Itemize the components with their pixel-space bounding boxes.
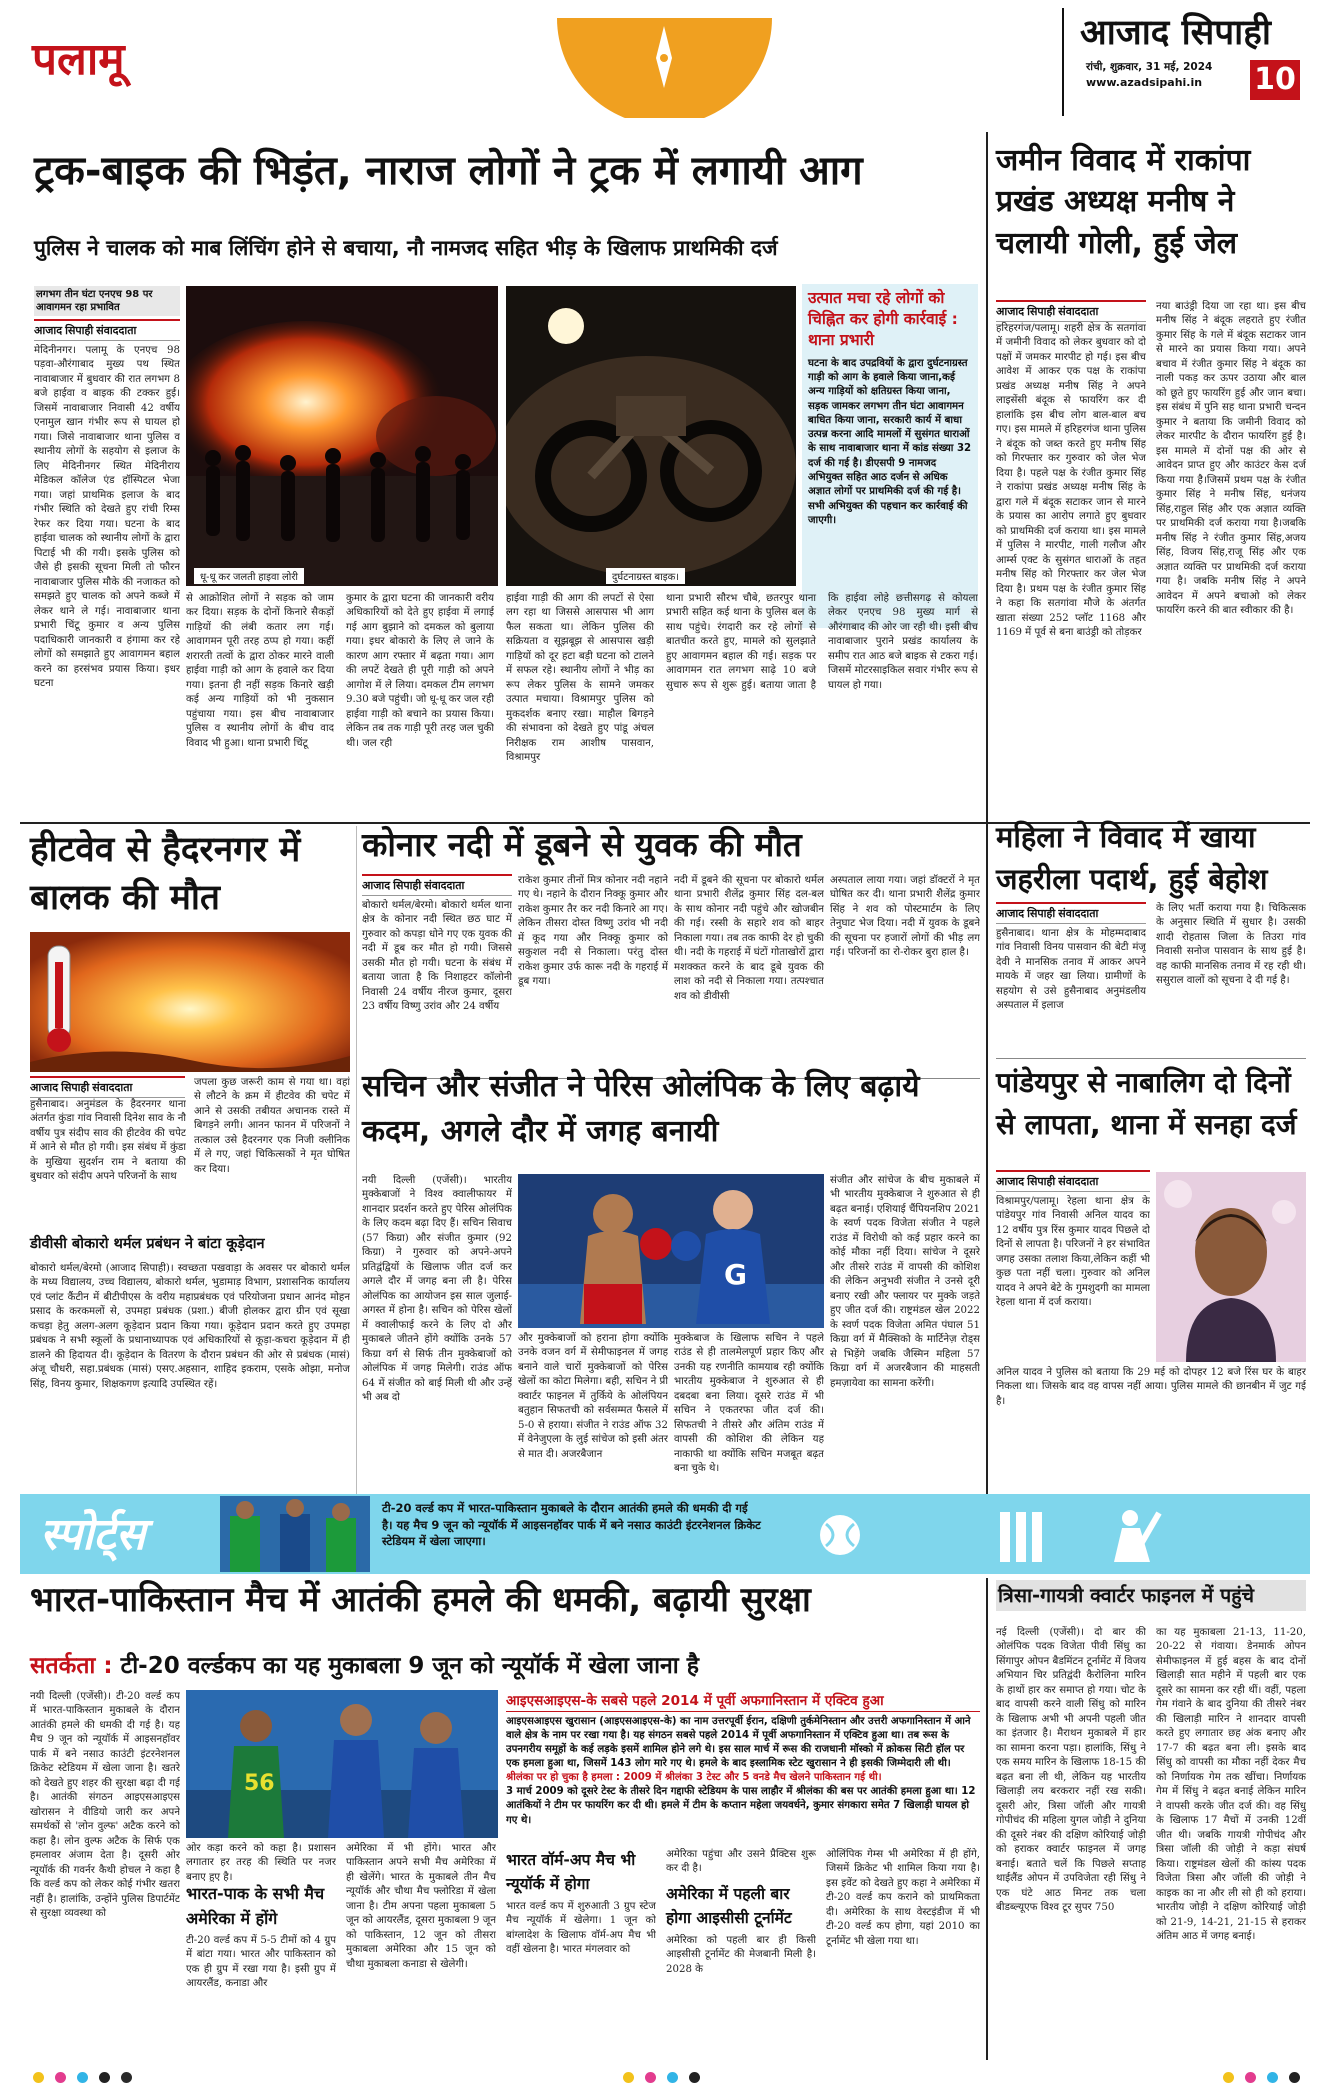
- isis-box-text-2: 3 मार्च 2009 को दूसरे टेस्ट के तीसरे दिन गद्दाफी स्टेडियम के पास लाहौर में श्रीलंका की बस पर आतंकी हमला हुआ था। 12 आतंकियों ने टीम पर फायरिंग कर दी थी। हमले में टीम के कप्तान महेला जयवर्धने, कुमार संगकारा समेत 7 खिलाड़ी घायल हो गए थे।: [506, 1786, 976, 1826]
- dvc-headline: डीवीसी बोकारो थर्मल प्रबंधन ने बांटा कूड़ेदान: [30, 1236, 265, 1252]
- treesa-text-2: का यह मुकाबला 21-13, 11-20, 20-22 से गंवाया। डेनमार्क ओपन सेमीफाइनल में हुई बहस के बाद दोनों खिलाड़ी सात महीने में पहली बार एक दूसरे का सामना कर रही थीं। वहीं, पहला गेम गंवाने के बाद दुनिया की तीसरे नंबर की खिलाड़ी मारिन ने शानदार वापसी करते हुए लगातार छह अंक बनाए और 17-7 की बढ़त बना ली। इसके बाद सिंधु को वापसी का मौका नहीं देकर मैच को निर्णायक गेम तक खींचा। निर्णायक गेम में सिंधु ने बढ़त बनाई लेकिन मारिन ने वापसी करके जीत दर्ज की। वह सिंधु के खिलाफ 17 मैचों में उनकी 12वीं जीत थी। जबकि गायत्री गोपीचंद और त्रिसा जॉली की जोड़ी ने कड़ा संघर्ष किया। राष्ट्रमंडल खेलों की कांस्य पदक विजेता त्रिसा और जॉली की जोड़ी ने काइक का ना और ली सो ही को हराया। भारतीय जोड़ी ने दक्षिण कोरियाई जोड़ी को 21-9, 14-21, 21-15 से हराकर अंतिम आठ में जगह बनाई।: [1156, 1627, 1306, 1943]
- poison-headline: महिला ने विवाद में खाया जहरीला पदार्थ, हुई बेहोश: [996, 820, 1268, 897]
- olympic-text-2: और मुक्केबाजों को हराना होगा क्योंकि उनके वजन वर्ग में सेमीफाइनल में जगह बनाने वाले चारों मुक्केबाजों को पेरिस खेलों का कोटा मिलेगा। बही, सचिन ने प्री क्वार्टर फाइनल में तुर्किये के ओलंपियन बतुहान सिफतची को सर्वसम्मत फैसले में 5-0 से हराया। संजीत ने राउंड ऑफ 32 में वेनेजुएला के लुई सांचेज को इसी अंतर से मात दी। अजरबैजान: [518, 1333, 668, 1460]
- terror-kicker: [30, 1648, 980, 1680]
- heatwave-byline: आजाद सिपाही संवाददाता: [30, 1076, 185, 1098]
- poison-text-1: हुसैनाबाद। थाना क्षेत्र के मोहम्मदाबाद गांव निवासी विनय पासवान की बेटी मंजू देवी ने मानसिक तनाव में आकर अपने मायके में जहर खा लिया। ग्रामीणों के सहयोग से उसे हुसैनाबाद अनुमंडलीय अस्पताल में इलाज: [996, 928, 1146, 1012]
- footer-dot: [1267, 2072, 1278, 2083]
- lead-byline: आजाद सिपाही संवाददाता: [34, 319, 180, 341]
- heatwave-headline: हीटवेव से हैदरनगर में बालक की मौत: [30, 830, 301, 919]
- terror-sub1-title: भारत-पाक के सभी मैच अमेरिका में होंगे: [186, 1884, 325, 1928]
- poison-text-2: के लिए भर्ती कराया गया है। चिकित्सक के अनुसार स्थिति में सुधार है। उसकी शादी रोहतास जिला के तिउरा गांव निवासी सनोज पासवान के साथ हुई है। वह काफी मानसिक तनाव में रह रही थी। ससुराल वालों को सूचना दे दी गई है।: [1156, 903, 1306, 987]
- terror-sub2-title: भारत वॉर्म-अप मैच भी न्यूयॉर्क में होगा: [506, 1851, 636, 1894]
- footer-color-strip-mid: [620, 2068, 703, 2087]
- lead-text-5: थाना प्रभारी सौरभ चौबे, छतरपुर थाना प्रभारी सहित कई थाना के पुलिस बल के साथ पहुंचे। रंगदारी कर रहे लोगों से बातचीत करते हुए, मामले को सुलझाते हुए आवागमन बहाल की गई। सड़क पर आवागमन रात लगभग साढ़े 10 बजे सुचारु रूप से शुरू हुई। बताया जाता है कि हाईवा लोहे छत्तीसगढ़ से कोयला लेकर एनएच 98 मुख्य मार्ग से औरंगाबाद की ओर जा रही थी। इसी बीच नावाबाजार पुराने प्रखंड कार्यालय के समीप रात आठ बजे बाइक से टकरा गई। जिसमें मोटरसाइकिल सवार गंभीर रूप से घायल हो गया।: [666, 593, 978, 691]
- footer-dot: [99, 2072, 110, 2083]
- pandeypur-byline: आजाद सिपाही संवाददाता: [996, 1170, 1150, 1192]
- konar-story: [362, 874, 512, 1074]
- treesa-headline: त्रिसा-गायत्री क्वार्टर फाइनल में पहुंचे: [996, 1580, 1306, 1611]
- svg-text:56: 56: [244, 1771, 275, 1796]
- photo2-caption: दुर्घटनाग्रस्त बाइक।: [606, 568, 685, 584]
- lead-kicker: लगभग तीन घंटा एनएच 98 पर आवागमन रहा प्रभावित: [34, 286, 180, 316]
- footer-dot: [121, 2072, 132, 2083]
- isis-box-text: आइएसआइएस खुरासान (आइएसआइएस-के) का नाम उत्तरपूर्वी ईरान, दक्षिणी तुर्कमेनिस्तान और उत्तरी अफगानिस्तान में आने वाले क्षेत्र के नाम पर रखा गया है। यह संगठन सबसे पहले 2014 में पूर्वी अफगानिस्तान में एक्टिव हुआ था। तब रूस के उपनगरीय समूहों के कई लड़के इसमें शामिल होने लगे थे। इस साल मार्च में रूस की राजधानी मॉस्को में क्रोकस सिटी हॉल पर एक हमला हुआ था, जिसमें 143 लोग मारे गए थे। हमले के बाद इस्लामिक स्टेट खुरासान ने ही इसकी जिम्मेदारी ली थी।: [506, 1716, 971, 1770]
- footer-dot: [689, 2072, 700, 2083]
- masthead: [1062, 8, 1322, 116]
- sun-logo-icon: [557, 18, 772, 118]
- svg-text:G: G: [724, 1258, 747, 1291]
- pandeypur-headline: पांडेयपुर से नाबालिग दो दिनों से लापता, थाना में सनहा दर्ज: [996, 1066, 1297, 1141]
- konar-text-3: नदी में डूबने की सूचना पर बोकारो थर्मल थाना प्रभारी शैलेंद्र कुमार सिंह दल-बल के साथ कोनार नदी पहुंचे और खोजबीन की गई। रस्सी के सहारे शव को बाहर निकाला गया। तब तक काफी देर हो चुकी थी। नदी के गहराई में घंटों गोताखोरों द्वारा मशक्कत करने के बाद डूबे युवक की लाश को नदी से निकाला गया। तत्पश्चात शव को डीवीसी: [674, 875, 824, 1002]
- lead-text-4: हाईवा गाड़ी की आग की लपटों से ऐसा लग रहा था जिससे आसपास भी आग फैल सकता था। लेकिन पुलिस की सक्रियता व सूझबूझ से आसपास खड़ी गाड़ियों को दूर हटा बड़ी घटना को टालने में सफल रहे। स्थानीय लोगों ने भीड़ का रूप लेकर पुलिस के सामने जमकर उत्पात मचाया। विश्रामपुर पुलिस को मुकदर्शक बनाए रखा। माहौल बिगड़ने की संभावना को देखते हुए पांडू अंचल निरीक्षक राम आशीष पासवान, विश्रामपुर: [506, 593, 654, 764]
- section-label: पलामू: [32, 34, 125, 85]
- pandeypur-story: [996, 1170, 1150, 1360]
- sports-banner: [20, 1494, 1310, 1574]
- terror-sub3-title: अमेरिका में पहली बार होगा आइसीसी टूर्नामेंट: [666, 1885, 792, 1928]
- burning-truck-photo: [186, 286, 498, 586]
- terror-sub3-text: अमेरिका को पहली बार ही किसी आइसीसी टूर्नामेंट की मेजबानी मिली है। 2028 के: [666, 1935, 816, 1975]
- footer-dot: [1223, 2072, 1234, 2083]
- boxing-photo: [518, 1174, 824, 1328]
- lead-side-box: [802, 284, 978, 628]
- konar-byline: आजाद सिपाही संवाददाता: [362, 874, 512, 896]
- konar-text-1: बोकारो थर्मल/बेरमो। बोकारो थर्मल थाना क्षेत्र के कोनार नदी स्थित छठ घाट में गुरुवार को कपड़ा धोने गए एक युवक की नदी में डूब कर मौत हो गयी। जिससे उसकी मौत हो गयी। घटना के संबंध में बताया जाता है कि निशाहटर कॉलोनी निवासी 24 वर्षीय नीरज कुमार, दूसरा 23 वर्षीय विष्णु उरांव और 24 वर्षीय: [362, 900, 512, 1013]
- lead-text-2: से आक्रोशित लोगों ने सड़क को जाम कर दिया। सड़क के दोनों किनारे सैकड़ों गाड़ियों की लंबी कतार लग गई। आवागमन पूरी तरह ठप्प हो गया। कहीं शरारती तत्वों के द्वारा ठोकर मारने वाली हाईवा गाड़ी को आग के हवाले कर दिया गया। इतना ही नहीं सड़क किनारे खड़ी कई अन्य गाड़ियों को भी नुकसान पहुंचाया गया। इस बीच नावाबाजार पुलिस व स्थानीय लोगों के बीच वाद विवाद भी हुआ। थाना प्रभारी चिंटू: [186, 593, 334, 749]
- terror-sub2-text: भारत वर्ल्ड कप में शुरुआती 3 ग्रुप स्टेज मैच न्यूयॉर्क में खेलेगा। 1 जून को बांग्लादेश के खिलाफ वॉर्म-अप मैच भी वहीं खेलना है। भारत मंगलवार को: [506, 1901, 656, 1956]
- footer-color-strip-left: [30, 2068, 135, 2087]
- heatwave-text-2: जपला कुछ जरूरी काम से गया था। वहां से लौटने के क्रम में हीटवेव की चपेट में आने से उसकी तबीयत अचानक रास्ते में बिगड़ने लगी। आनन फानन में परिजनों ने तत्काल उसे हैदरनगर एक निजी क्लीनिक में ले गए, जहां चिकित्सकों ने मृत घोषित कर दिया।: [194, 1077, 350, 1175]
- cricket-ball-icon: [800, 1502, 1260, 1568]
- dvc-text: बोकारो थर्मल/बेरमो (आजाद सिपाही)। स्वच्छता पखवाड़ा के अवसर पर बोकारो थर्मल के मध्य विद्यालय, उच्च विद्यालय, बोकारो थर्मल, भुडामाड़ विभाग, प्रशासनिक कार्यालय एवं प्लांट कैंटीन में बीटीपीएस के वरीय महाप्रबंधक एवं परियोजना प्रधान आनंद मोहन प्रसाद के करकमलों से, उपमहा प्रबंधक (प्रशा.) बीजी होलकर द्वारा ग्रीन एवं सूखा कचड़ा हेतु अलग-अलग कूड़ेदान प्रदान किया गया। कूड़ेदान प्रदान करते हुए उपमहा प्रबंधक ने सभी स्कूलों के प्रधानाध्यापक एवं अधिकारियों से कूड़ा-कचरा कूड़ेदान में ही डालने की हिदायत दी। कूड़ेदान के वितरण के दौरान प्रबंधन की ओर से प्रबंधक (मासं) अंजू चौधरी, सहा.प्रबंधक (मासं) एसए.अहसान, शाहिद इकराम, एसके ओझा, मनोज सिंह, विनय कुमार, शिक्षकगण इत्यादि उपस्थित रहें।: [30, 1263, 350, 1390]
- bottom-right-rule: [986, 1578, 988, 2060]
- footer-dot: [55, 2072, 66, 2083]
- side-box-text: घटना के बाद उपद्रवियों के द्वारा दुर्घटनाग्रस्त गाड़ी को आग के हवाले किया जाना,कई अन्य गाड़ियों को क्षतिग्रस्त किया जाना, सड़क जामकर लगभग तीन घंटा आवागमन बाधित किया जाना, सरकारी कार्य में बाधा उत्पन्न करना आदि मामलों में सुसंगत धाराओं के साथ नावाबाजार थाना में कांड संख्या 32 दर्ज की गई है। डीएसपी 9 नामजद अभियुक्त सहित आठ दर्जन से अधिक अज्ञात लोगों पर प्राथमिकी दर्ज की गई है। सभी अभियुक्त की पहचान कर कार्रवाई की जाएगी।: [808, 357, 972, 526]
- pandeypur-text-1: विश्रामपुर/पलामू। रेहला थाना क्षेत्र के पांडेयपुर गांव निवासी अनिल यादव का 12 वर्षीय पुत्र रिंस कुमार यादव पिछले दो दिनों से लापता है। परिजनों ने हर संभावित जगह उसका तलाश किया,लेकिन कहीं भी कुछ पता नहीं चला। गुरुवार को अनिल यादव ने अपने बेटे के गुमशुदगी का मामला रेहला थाना में दर्ज कराया।: [996, 1196, 1150, 1309]
- poison-byline: आजाद सिपाही संवाददाता: [996, 902, 1146, 924]
- isis-box: [506, 1690, 980, 1840]
- right-top-headline: जमीन विवाद में राकांपा प्रखंड अध्यक्ष मनीष ने चलायी गोली, हुई जेल: [996, 143, 1251, 261]
- sports-banner-label: स्पोर्ट्स: [40, 1509, 146, 1560]
- olympic-headline: सचिन और संजीत ने पेरिस ओलंपिक के लिए बढ़ाये कदम, अगले दौर में जगह बनायी: [362, 1069, 920, 1149]
- konar-text-4: अस्पताल लाया गया। जहां डॉक्टरों ने मृत घोषित कर दी। थाना प्रभारी शैलेंद्र कुमार सिंह ने शव को पोस्टमार्टम के लिए तेनुघाट भेज दिया। नदी में युवक के डूबने की सूचना पर हजारों लोगों की भीड़ लग गई। परिजनों का रो-रोकर बुरा हाल है।: [830, 875, 980, 959]
- missing-boy-photo: [1156, 1172, 1306, 1362]
- terror-sub1-text: टी-20 वर्ल्ड कप में 5-5 टीमों को 4 ग्रुप में बांटा गया। भारत और पाकिस्तान को एक ही ग्रुप में रखा गया है। इसी ग्रुप में आयरलैंड, कनाडा और: [186, 1935, 336, 1990]
- right-top-text-2: नया बाउंड्री दिया जा रहा था। इस बीच मनीष सिंह ने बंदूक लहराते हुए रंजीत कुमार सिंह के गले में बंदूक सटाकर जान से मारने का प्रयास किया गया। अपने बचाव में रंजीत कुमार सिंह ने बंदूक का नाली पकड़ कर ऊपर उठाया और बाल को छूते हुए फायरिंग हुई और जान बचा। इस संबंध में पुनि सह थाना प्रभारी चन्दन कुमार ने बताया कि जमीनी विवाद को लेकर मारपीट के दौरान फायरिंग हुई है। इस मामले में दोनों पक्ष की ओर से आवेदन प्राप्त हुए और काउंटर केस दर्ज किया गया है।जिसमें प्रथम पक्ष के रंजीत कुमार सिंह ने मनीष सिंह, धनंजय सिंह,राहुल सिंह और एक अज्ञात व्यक्ति पर प्राथमिकी दर्ज कराया गया है।जबकि मनीष सिंह ने रंजीत कुमार सिंह,अजय सिंह, विजय सिंह,राजू सिंह और एक अज्ञात व्यक्ति पर प्राथमिकी दर्ज कराया गया है। जबकि मनीष सिंह ने अपने आवेदन में अपने बचाओ को लेकर फायरिंग करने की बात स्वीकार की है।: [1156, 301, 1306, 617]
- lead-headline: ट्रक-बाइक की भिड़ंत, नाराज लोगों ने ट्रक में लगायी आग: [34, 148, 863, 194]
- heatwave-photo: [30, 932, 350, 1072]
- terror-headline: भारत-पाकिस्तान मैच में आतंकी हमले की धमकी, बढ़ायी सुरक्षा: [30, 1580, 811, 1620]
- poison-story: [996, 902, 1146, 1052]
- lead-text-1: मेदिनीनगर। पलामू के एनएच 98 पड़वा-औरंगाबाद मुख्य पथ स्थित नावाबाजार में बुधवार की रात लगभग 8 बजे हाईवा व बाइक की टक्कर हुई। जिसमें नावाबाजार निवासी 42 वर्षीय एनामुल खान गंभीर रूप से घायल हो गया। जिसे नावाबाजार थाना पुलिस व स्थानीय लोगों के सहयोग से इलाज के लिए मेदिनीनगर स्थित मेदिनीराय मेडिकल कॉलेज एंड हॉस्पिटल भेजा गया। जहां प्राथमिक इलाज के बाद गंभीर स्थिति को देखते हुए रांची रिम्स रेफर कर दिया गया। घटना के बाद हाईवा चालक को स्थानीय लोगों के द्वारा पिटाई भी की गयी। इसके पुलिस को जैसे ही इसकी सूचना मिली तो फौरन नावाबाजार पुलिस मौके की नजाकत को समझते हुए चालक को अपने कब्जे में लेकर थाने ले गई। नावाबाजार थाना प्रभारी चिंटू कुमार व अन्य पुलिस पदाधिकारी जानकारी व हंगामा कर रहे लोगों को समझाते हुए आवागमन बहाल करने का हरसंभव प्रयास किया। इधर घटना: [34, 345, 180, 690]
- olympic-text-3: मुक्केबाज के खिलाफ सचिन ने पहले राउंड से ही तालमेलपूर्ण प्रहार किए और उनकी यह रणनीति कामयाब रही क्योंकि भारतीय मुक्केबाज ने शुरुआत से ही दबदबा बना लिया। दूसरे राउंड में भी सचिन ने एकतरफा जीत दर्ज की। सिफतची ने तीसरे और अंतिम राउंड में वापसी की कोशिश की लेकिन यह नाकाफी था क्योंकि सचिन मजबूत बढ़त बना चुके थे।: [674, 1333, 824, 1475]
- cricket-photo: [186, 1690, 498, 1838]
- right-column-rule: [986, 132, 988, 1572]
- footer-dot: [645, 2072, 656, 2083]
- konar-headline: कोनार नदी में डूबने से युवक की मौत: [362, 825, 802, 864]
- terror-text-2: ओर कड़ा करने को कहा है। प्रशासन लगातार हर तरह की स्थिति पर नजर बनाए हुए है।: [186, 1843, 336, 1882]
- terror-kicker-label: सतर्कता :: [30, 1653, 113, 1679]
- header-dateline: रांची, शुक्रवार, 31 मई, 2024: [1086, 61, 1213, 73]
- terror-text-1: नयी दिल्ली (एजेंसी)। टी-20 वर्ल्ड कप में भारत-पाकिस्तान मुकाबले के दौरान आतंकी हमले की धमकी दी गई है। यह मैच 9 जून को न्यूयॉर्क में आइसनहॉवर पार्क में बने नसाउ काउंटी इंटरनेशनल क्रिकेट स्टेडियम में खेला जाना है। खतरे को देखते हुए शहर की सुरक्षा बढ़ा दी गई है। आतंकी संगठन आइएसआइएस खोरासन ने वीडियो जारी कर अपने समर्थकों से 'लोन वुल्फ' अटैक करने को कहा है। लोन वुल्फ अटैक के सिर्फ एक हमलावर अंजाम देता है। दूसरी ओर न्यूयॉर्क की गवर्नर कैथी होचल ने कहा है कि वर्ल्ड कप को लेकर कोई गंभीर खतरा नहीं है। हालांकि, उन्होंने पुलिस डिपार्टमेंट से सुरक्षा व्यवस्था को: [30, 1691, 180, 1920]
- heatwave-text-1: हुसैनाबाद। अनुमंडल के हैदरनगर थाना अंतर्गत कुंडा गांव निवासी दिनेश साव के नौ वर्षीय पुत्र संदीप साव की हीटवेव की चपेट में आने से मौत हो गयी। इस संबंध में कुंडा के मुखिया सुदर्शन राम ने बताया की बुधवार को संदीप अपने परिजनों के साथ: [30, 1099, 186, 1183]
- header-website: www.azadsipahi.in: [1086, 76, 1203, 89]
- left-column-rule: [356, 826, 357, 1494]
- lead-text-3: कुमार के द्वारा घटना की जानकारी वरीय अधिकारियों को देते हुए हाईवा में लगाई गई आग बुझाने को दमकल को बुलाया गया। इधर बोकारो के लिए ले जाने के कारण आग रफ्तार में बढ़ता गया। आग की लपटें देखते ही पूरी गाड़ी को अपने आगोश में ले लिया। दमकल टीम लगभग 9.30 बजे पहुंची। जो धू-धू कर जल रही हाईवा गाड़ी को बचाने का प्रयास किया। लेकिन तब तक गाड़ी पूरी तरह जल चुकी थी। जल रही: [346, 593, 494, 749]
- footer-dot: [77, 2072, 88, 2083]
- olympic-text-4: संजीत और सांचेज के बीच मुकाबले में भी भारतीय मुक्केबाज ने शुरुआत से ही बढ़त बनाई। एशियाई चैंपियनशिप 2021 के स्वर्ण पदक विजेता संजीत ने पहले राउंड में विरोधी को कई प्रहार करने का कोई मौका नहीं दिया। सांचेज ने दूसरे और तीसरे राउंड में वापसी की कोशिश की लेकिन अनुभवी संजीत ने उनसे दूरी बनाए रखी और फ्लायर पर मुक्के जड़ते हुए जीत दर्ज की। राष्ट्रमंडल खेल 2022 के स्वर्ण पदक विजेता अमित पंघाल 51 किग्रा वर्ग में मैक्सिको के मार्टिनेज़ रोड्स से भिड़ेंगे जबकि जैस्मिन महिला 57 किग्रा वर्ग में अजरबैजान की माहसती हमज़ायेवा का सामना करेंगी।: [830, 1175, 980, 1389]
- konar-text-2: राकेश कुमार तीनों मित्र कोनार नदी नहाने गए थे। नहाने के दौरान निक्कू कुमार और राकेश कुमार तैर कर नदी किनारे आ गए। लेकिन तीसरा दोस्त विष्णु उरांव भी नदी में कूद गया और निक्कू कुमार को सकुशल नदी से निकाला। परंतु दोस्त राकेश कुमार उर्फ कारू नदी के गहराई में डूब गया।: [518, 875, 668, 988]
- terror-kicker-text: टी-20 वर्ल्डकप का यह मुकाबला 9 जून को न्यूयॉर्क में खेला जाना है: [120, 1653, 699, 1679]
- footer-dot: [1289, 2072, 1300, 2083]
- damaged-bike-photo: [506, 286, 796, 586]
- right-top-text-1: हरिहरगंज/पलामू। शहरी क्षेत्र के सतगांवा में जमीनी विवाद को लेकर बुधवार को दो पक्षों में जमकर मारपीट हो गई। इस बीच आवेश में आकर एक पक्ष के राकांपा प्रखंड अध्यक्ष मनीष सिंह ने अपने लाइसेंसी बंदूक से फायरिंग कर दी हालांकि इस बीच लोग बाल-बाल बच गए। इस मामले में हरिहरगंज थाना पुलिस ने बंदूक को जब्त करते हुए मनीष सिंह को गिरफ्तार कर गुरुवार को जेल भेज दिया है। पहले पक्ष के रंजीत कुमार सिंह ने राकांपा प्रखंड अध्यक्ष मनीष सिंह के द्वारा गले में बंदूक सटाकर जान से मारने के प्रयास का आरोप लगाते हुए बुधवार को प्राथमिकी दर्ज कराया था। इस मामले में पुलिस ने मारपीट, गाली गलौज और आर्म्स एक्ट के सुसंगत धाराओं के तहत मनीष सिंह को गिरफ्तार कर जेल भेज दिया है। प्रथम पक्ष के रंजीत कुमार सिंह ने कहा कि सतगांवा मौजे के अंतर्गत खाता संख्या 252 प्लॉट 1168 और 1169 में पूर्व से बना बाउंड्री को तोड़कर: [996, 323, 1146, 639]
- photo1-caption: धू-धू कर जलती हाइवा लोरी: [194, 568, 304, 584]
- terror-text-3: अमेरिका में भी होंगे। भारत और पाकिस्तान अपने सभी मैच अमेरिका में ही खेलेंगे। भारत के मुकाबले तीन मैच न्यूयॉर्क और चौथा मैच फ्लोरिडा में खेला जाना है। टीम अपना पहला मुकाबला 5 जून को आयरलैंड, दूसरा मुकाबला 9 जून को पाकिस्तान, 12 जून को तीसरा मुकाबला अमेरिका और 15 जून को चौथा मुकाबला कनाडा से खेलेगी।: [346, 1843, 496, 1970]
- page-number: 10: [1250, 60, 1300, 100]
- sports-banner-text: टी-20 वर्ल्ड कप में भारत-पाकिस्तान मुकाबले के दौरान आतंकी हमले की धमकी दी गई है। यह मैच 9 जून को न्यूयॉर्क में आइसनहॉवर पार्क में बने नसाउ काउंटी इंटरनेशनल क्रिकेट स्टेडियम में खेला जाएगा।: [382, 1501, 761, 1549]
- terror-sub3-pre: अमेरिका पहुंचा और उसने प्रैक्टिस शुरू कर दी है।: [666, 1849, 816, 1875]
- right-top-byline: आजाद सिपाही संवाददाता: [996, 300, 1146, 322]
- footer-dot: [1245, 2072, 1256, 2083]
- olympic-text-1: नयी दिल्ली (एजेंसी)। भारतीय मुक्केबाजों ने विश्व क्वालीफायर में शानदार प्रदर्शन करते हुए पेरिस ओलंपिक के लिए कदम बढ़ा दिए हैं। सचिन सिवाच (57 किग्रा) और संजीत कुमार (92 किग्रा) ने गुरुवार को अपने-अपने प्रतिद्वंद्वियों के खिलाफ जीत दर्ज कर अगले दौर में जगह बना ली है। पेरिस ओलंपिक का आयोजन इस साल जुलाई-अगस्त में होना है। सचिन को पेरिस खेलों में क्वालीफाई करने के लिए दो और मुकाबले जीतने होंगे क्योंकि उनके 57 किग्रा वर्ग से सिर्फ तीन मुक्केबाजों को ओलंपिक में जगह मिलेगी। राउंड ऑफ 64 में संजीत को बाई मिली थी और उन्हें भी अब दो: [362, 1175, 512, 1404]
- lead-subhead: पुलिस ने चालक को माब लिंचिंग होने से बचाया, नौ नामजद सहित भीड़ के खिलाफ प्राथमिकी दर्ज: [34, 236, 778, 260]
- footer-color-strip-right: [1220, 2068, 1303, 2087]
- terror-text-6: ओलिंपिक गेम्स भी अमेरिका में ही होंगे, जिसमें क्रिकेट भी शामिल किया गया है। इस इवेंट को देखते हुए कहा ने अमेरिका में टी-20 वर्ल्ड कप कराने को प्राथमिकता दी। अमेरिका के साथ वेस्टइंडीज में भी टी-20 वर्ल्ड कप होगा, यहां 2010 का टूर्नामेंट भी खेला गया था।: [826, 1849, 980, 1947]
- divider-right: [996, 1058, 1306, 1059]
- treesa-text-1: नई दिल्ली (एजेंसी)। दो बार की ओलंपिक पदक विजेता पीवी सिंधु का सिंगापुर ओपन बैडमिंटन टूर्नामेंट में विजय अभियान चिर प्रतिद्वंदी कैरोलिना मारिन के हाथों हार कर समाप्त हो गया। चोट के बाद वापसी करने वाली सिंधु को मारिन के खिलाफ अभी भी अपनी पहली जीत का इंतजार है। मैराथन मुकाबले में हार का सामना करना पड़ा। हालांकि, सिंधु ने एक समय मारिन के खिलाफ 18-15 की बढ़त बना ली थी, लेकिन यह भारतीय खिलाड़ी लय बरकरार नहीं रख सकी। दूसरी ओर, त्रिसा जॉली और गायत्री गोपीचंद की महिला युगल जोड़ी ने दुनिया की दूसरे नंबर की दक्षिण कोरियाई जोड़ी को हराकर क्वार्टर फाइनल में जगह बनाई। बताते चलें कि पिछले सप्ताह थाईलैंड ओपन में उपविजेता रही सिंधु ने एक घंटे आठ मिनट तक चला बीडब्ल्यूएफ विश्व टूर सुपर 750: [996, 1627, 1146, 1914]
- footer-dot: [33, 2072, 44, 2083]
- cricket-players-thumb: [220, 1496, 370, 1572]
- footer-dot: [623, 2072, 634, 2083]
- footer-dot: [667, 2072, 678, 2083]
- pandeypur-text-2: अनिल यादव ने पुलिस को बताया कि 29 मई को दोपहर 12 बजे रिंस घर के बाहर निकला था। जिसके बाद वह वापस नहीं आया। पुलिस मामले की छानबीन में जुट गई है।: [996, 1367, 1306, 1407]
- masthead-title: आजाद सिपाही: [1080, 13, 1271, 53]
- lead-col1: [34, 286, 180, 814]
- side-box-title: उत्पात मचा रहे लोगों को चिह्नित कर होगी कार्रवाई : थाना प्रभारी: [808, 289, 958, 349]
- header: [0, 0, 1325, 118]
- isis-box-red: श्रीलंका पर हो चुका है हमला : 2009 में श्रीलंका 3 टेस्ट और 5 वनडे मैच खेलने पाकिस्तान गई थी।: [506, 1772, 882, 1784]
- isis-box-title: आइएसआइएस-के सबसे पहले 2014 में पूर्वी अफगानिस्तान में एक्टिव हुआ: [506, 1690, 980, 1712]
